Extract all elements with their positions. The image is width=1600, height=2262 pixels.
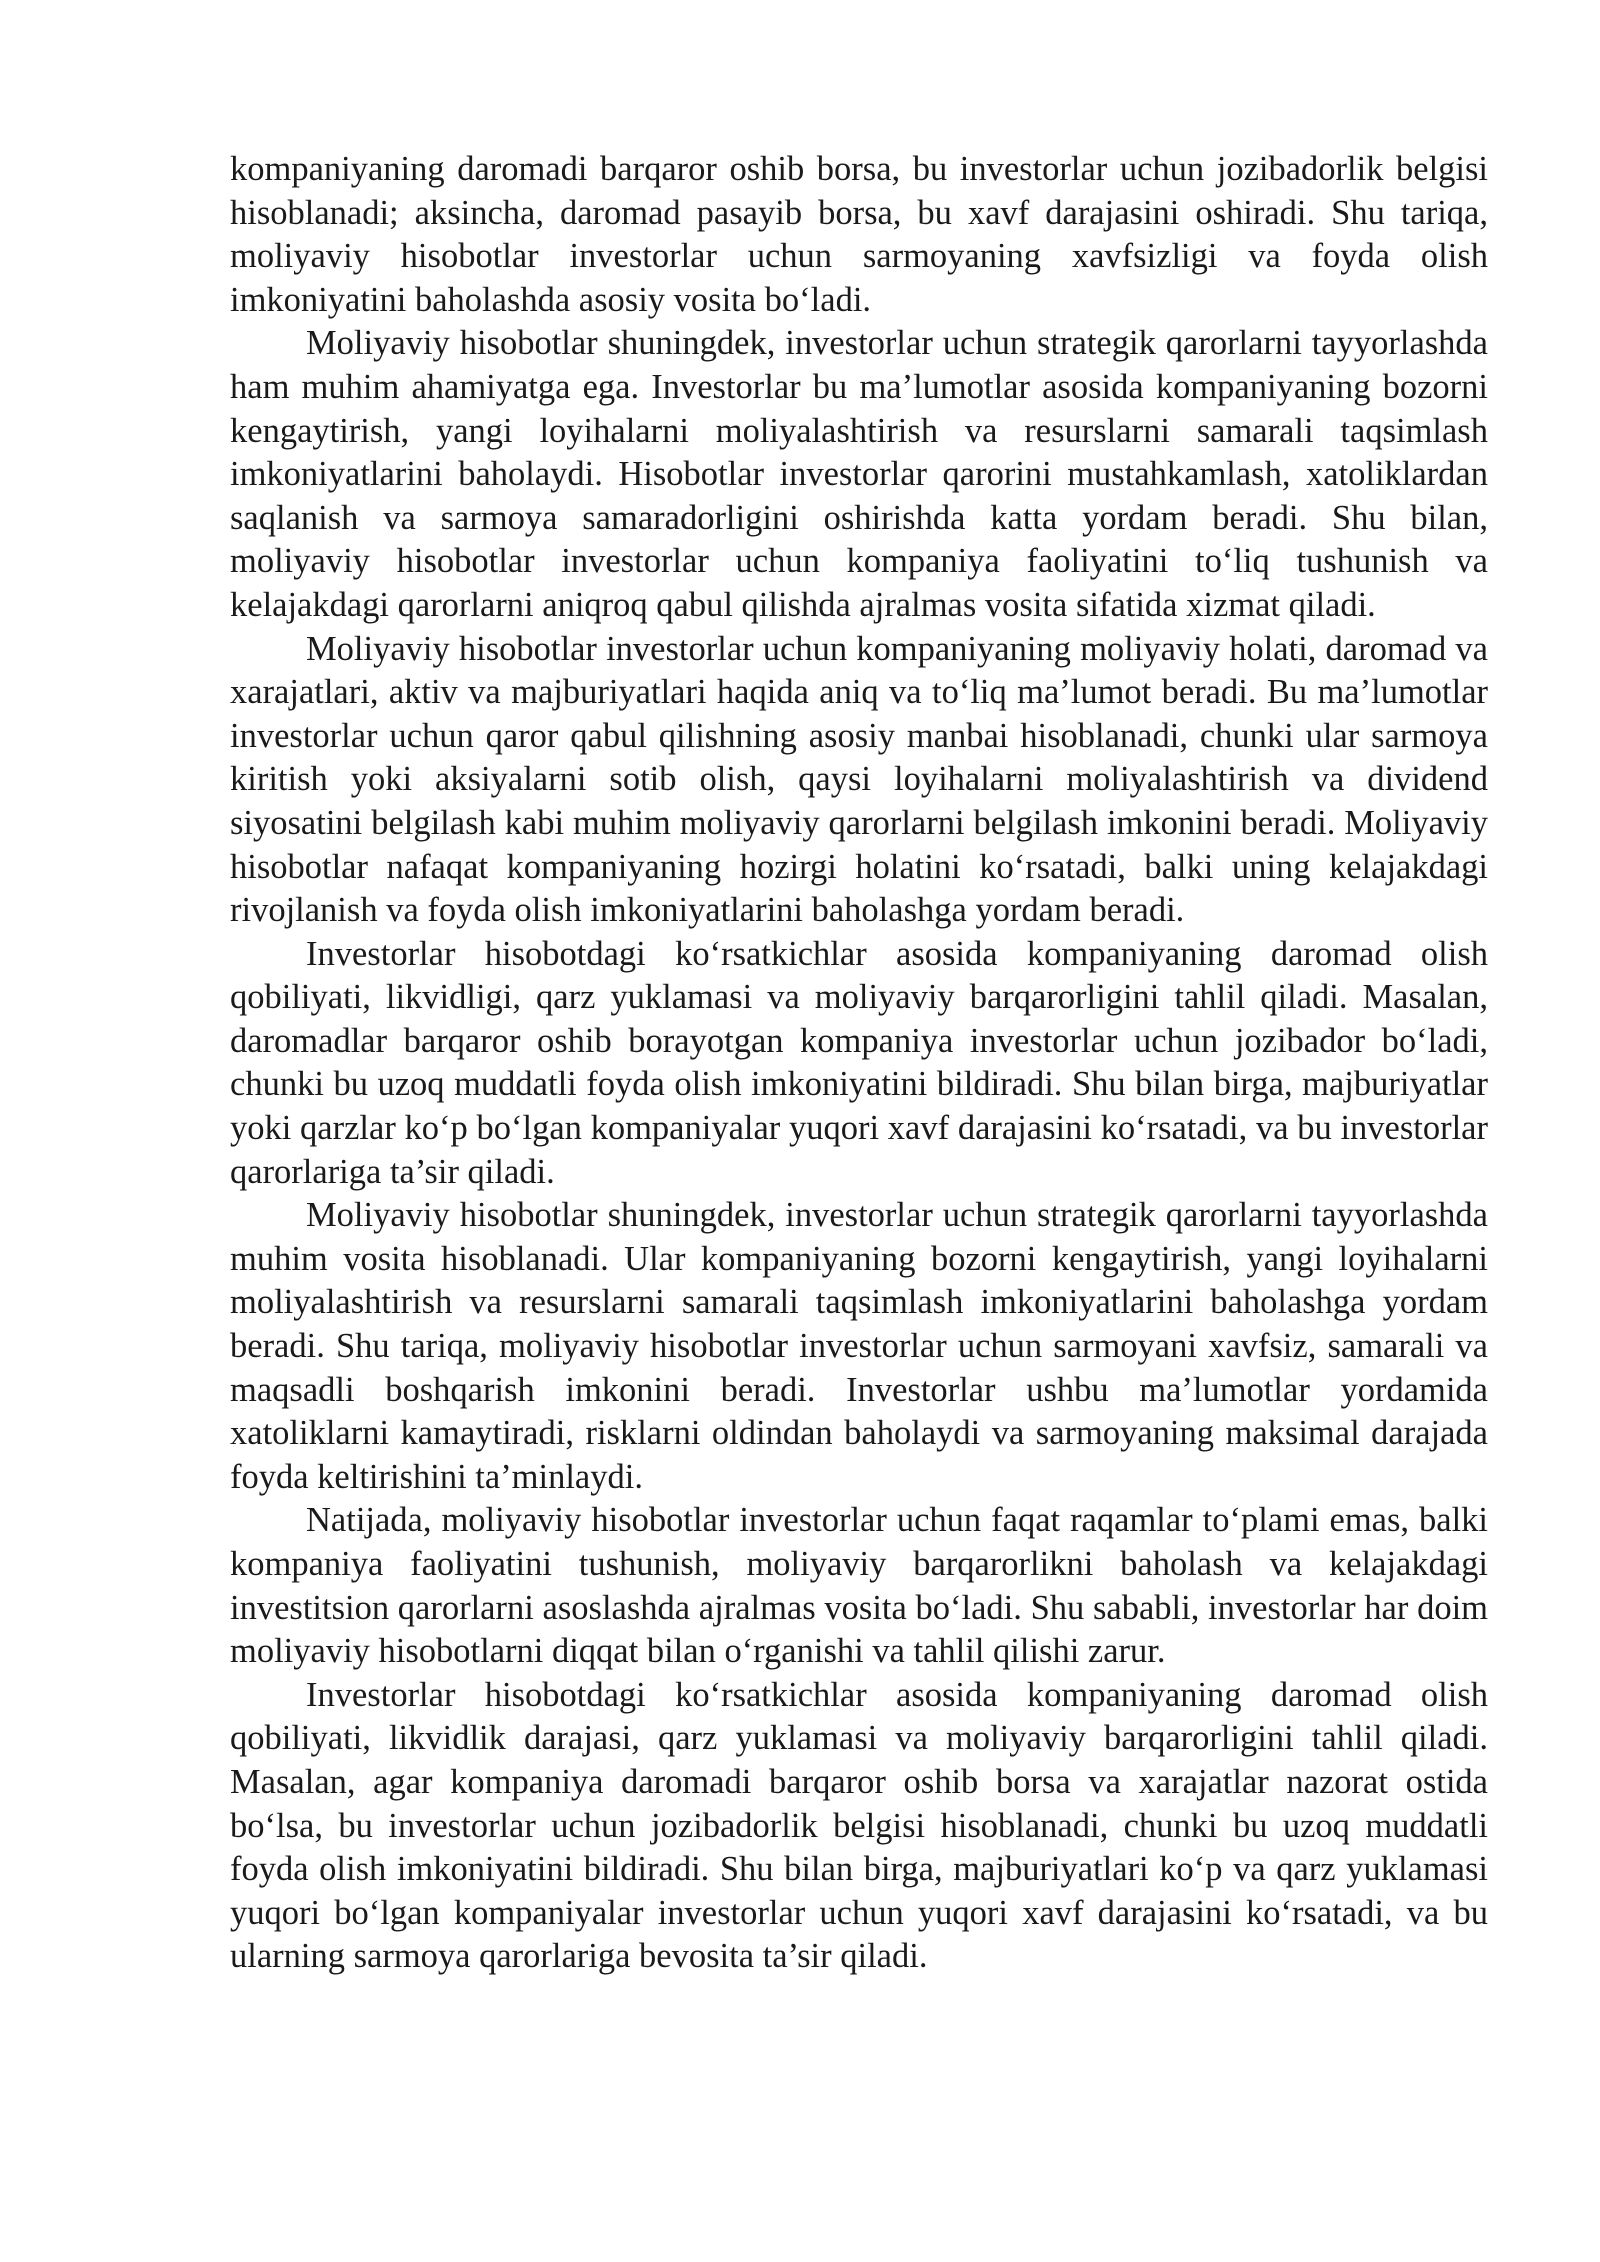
- paragraph-2: Moliyaviy hisobotlar shuningdek, investorlar uchun strategik qarorlarni tayyorlashda ham muhim ahamiyatga ega. Investorlar bu ma’lumotlar asosida kompaniyaning bozorni kengaytirish, yangi loyihalarni moliyalashtirish va resurslarni samarali taqsimlash imkoniyatlarini baholaydi. Hisobotlar investorlar qarorini mustahkamlash, xatoliklardan saqlanish va sarmoya samaradorligini oshirishda katta yordam beradi. Shu bilan, moliyaviy hisobotlar investorlar uchun kompaniya faoliyatini to‘liq tushunish va kelajakdagi qarorlarni aniqroq qabul qilishda ajralmas vosita sifatida xizmat qiladi.: [230, 324, 1488, 624]
- paragraph-3: Moliyaviy hisobotlar investorlar uchun kompaniyaning moliyaviy holati, daromad va xarajatlari, aktiv va majburiyatlari haqida aniq va to‘liq ma’lumot beradi. Bu ma’lumotlar investorlar uchun qaror qabul qilishning asosiy manbai hisoblanadi, chunki ular sarmoya kiritish yoki aksiyalarni sotib olish, qaysi loyihalarni moliyalashtirish va dividend siyosatini belgilash kabi muhim moliyaviy qarorlarni belgilash imkonini beradi. Moliyaviy hisobotlar nafaqat kompaniyaning hozirgi holatini ko‘rsatadi, balki uning kelajakdagi rivojlanish va foyda olish imkoniyatlarini baholashga yordam beradi.: [230, 629, 1488, 930]
- paragraph-5: Moliyaviy hisobotlar shuningdek, investorlar uchun strategik qarorlarni tayyorlashda muhim vosita hisoblanadi. Ular kompaniyaning bozorni kengaytirish, yangi loyihalarni moliyalashtirish va resurslarni samarali taqsimlash imkoniyatlarini baholashga yordam beradi. Shu tariqa, moliyaviy hisobotlar investorlar uchun sarmoyani xavfsiz, samarali va maqsadli boshqarish imkonini beradi. Investorlar ushbu ma’lumotlar yordamida xatoliklarni kamaytiradi, risklarni oldindan baholaydi va sarmoyaning maksimal darajada foyda keltirishini ta’minlaydi.: [230, 1196, 1488, 1496]
- paragraph-4: Investorlar hisobotdagi ko‘rsatkichlar asosida kompaniyaning daromad olish qobiliyati, likvidligi, qarz yuklamasi va moliyaviy barqarorligini tahlil qiladi. Masalan, daromadlar barqaror oshib borayotgan kompaniya investorlar uchun jozibador bo‘ladi, chunki bu uzoq muddatli foyda olish imkoniyatini bildiradi. Shu bilan birga, majburiyatlar yoki qarzlar ko‘p bo‘lgan kompaniyalar yuqori xavf darajasini ko‘rsatadi, va bu investorlar qarorlariga ta’sir qiladi.: [230, 934, 1488, 1191]
- paragraph-7: Investorlar hisobotdagi ko‘rsatkichlar asosida kompaniyaning daromad olish qobiliyati, likvidlik darajasi, qarz yuklamasi va moliyaviy barqarorligini tahlil qiladi. Masalan, agar kompaniya daromadi barqaror oshib borsa va xarajatlar nazorat ostida bo‘lsa, bu investorlar uchun jozibadorlik belgisi hisoblanadi, chunki bu uzoq muddatli foyda olish imkoniyatini bildiradi. Shu bilan birga, majburiyatlari ko‘p va qarz yuklamasi yuqori bo‘lgan kompaniyalar investorlar uchun yuqori xavf darajasini ko‘rsatadi, va bu ularning sarmoya qarorlariga bevosita ta’sir qiladi.: [230, 1675, 1488, 1976]
- paragraph-1: kompaniyaning daromadi barqaror oshib borsa, bu investorlar uchun jozibadorlik belgisi hisoblanadi; aksincha, daromad pasayib borsa, bu xavf darajasini oshiradi. Shu tariqa, moliyaviy hisobotlar investorlar uchun sarmoyaning xavfsizligi va foyda olish imkoniyatini baholashda asosiy vosita bo‘ladi.: [230, 150, 1488, 319]
- document-page: [230, 148, 1488, 1979]
- paragraph-6: Natijada, moliyaviy hisobotlar investorlar uchun faqat raqamlar to‘plami emas, balki kompaniya faoliyatini tushunish, moliyaviy barqarorlikni baholash va kelajakdagi investitsion qarorlarni asoslashda ajralmas vosita bo‘ladi. Shu sababli, investorlar har doim moliyaviy hisobotlarni diqqat bilan o‘rganishi va tahlil qilishi zarur.: [230, 1501, 1488, 1671]
